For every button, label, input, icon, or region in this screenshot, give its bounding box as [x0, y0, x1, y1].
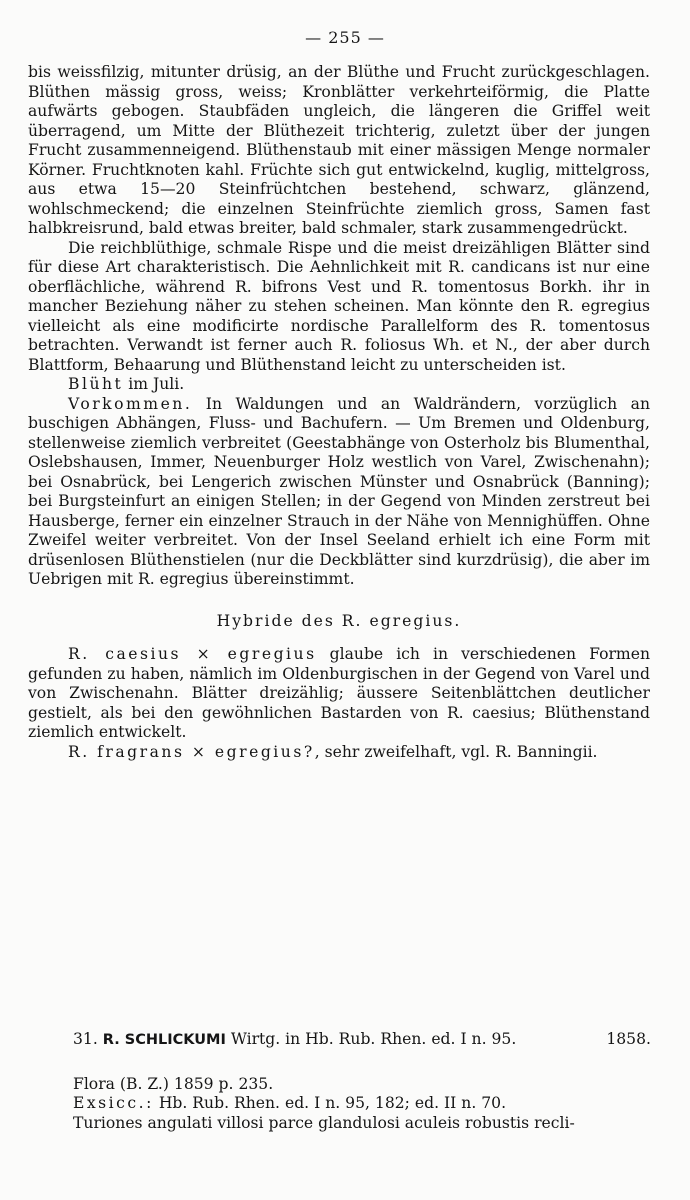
flora-reference: Flora (B. Z.) 1859 p. 235.	[73, 1074, 274, 1093]
species-citation: Wirtg. in Hb. Rub. Rhen. ed. I n. 95.	[230, 1030, 517, 1048]
occurrence-label: Vorkommen.	[68, 394, 193, 413]
hybrid-caesius-paragraph	[28, 645, 650, 743]
species-entry	[73, 1030, 651, 1133]
hybrids-heading: Hybride des R. egregius.	[216, 611, 462, 630]
flowering-paragraph	[28, 375, 650, 395]
species-number: 31.	[73, 1030, 98, 1048]
flowering-text: im Juli.	[123, 375, 185, 393]
exsiccata-line	[73, 1094, 651, 1114]
species-entry-heading	[73, 1030, 651, 1051]
species-entry-details	[73, 1075, 651, 1134]
species-name: R. SCHLICKUMI	[102, 1032, 226, 1048]
hybrid-fragrans-paragraph	[28, 743, 650, 763]
flowering-label: Blüht	[68, 375, 124, 393]
turiones-line: Turiones angulati villosi parce glandulosi aculeis robustis recli-	[73, 1113, 575, 1132]
hybrid-fragrans-label: R. fragrans × egregius?	[68, 742, 315, 761]
hybrid-caesius-text: glaube ich in verschiedenen Formen gefunden zu haben, nämlich im Oldenburgischen in der Gegend von Varel und von Zwischenahn. Blätter dreizählig; äussere Seitenblättchen deutlicher gestielt, als bei den gewöhnlichen Bastarden von R. caesius; Blüthenstand ziemlich entwickelt.	[28, 645, 650, 741]
exsiccata-text: Hb. Rub. Rhen. ed. I n. 95, 182; ed. II n. 70.	[153, 1094, 507, 1112]
description-paragraph: bis weissfilzig, mitunter drüsig, an der Blüthe und Frucht zurückgeschlagen. Blüthen mässig gross, weiss; Kronblätter verkehrteiförmig, die Platte aufwärts gebogen. Staubfäden ungleich, die längeren die Griffel weit überragend, um Mitte der Blüthezeit trichterig, zuletzt über der jungen Frucht zusammenneigend. Blüthenstaub mit einer mässigen Menge normaler Körner. Fruchtknoten kahl. Früchte sich gut entwickelnd, kuglig, mittelgross, aus etwa 15—20 Steinfrüchtchen bestehend, schwarz, glänzend, wohlschmeckend; die einzelnen Steinfrüchte ziemlich gross, Samen fast halbkreisrund, bald etwas breiter, bald schmaler, stark zusammengedrückt.	[28, 63, 650, 237]
discussion-paragraph: Die reichblüthige, schmale Rispe und die meist dreizähligen Blätter sind für diese Art charakteristisch. Die Aehnlichkeit mit R. candicans ist nur eine oberflächliche, während R. bifrons Vest und R. tomentosus Borkh. ihr in mancher Beziehung näher zu stehen scheinen. Man könnte den R. egregius vielleicht als eine modificirte nordische Parallelform des R. tomentosus betrachten. Verwandt ist ferner auch R. foliosus Wh. et N., der aber durch Blattform, Behaarung und Blüthenstand leicht zu unterscheiden ist.	[28, 238, 650, 374]
hybrid-caesius-label: R. caesius × egregius	[68, 645, 317, 663]
occurrence-paragraph	[28, 395, 650, 590]
species-number-and-name	[73, 1030, 516, 1051]
page-number: — 255 —	[305, 28, 385, 47]
hybrid-fragrans-text: , sehr zweifelhaft, vgl. R. Banningii.	[314, 742, 598, 761]
exsiccata-label: Exsicc.:	[73, 1094, 154, 1112]
body-text	[28, 63, 650, 762]
species-year: 1858.	[606, 1030, 651, 1048]
occurrence-text: In Waldungen und an Waldrändern, vorzüglich an buschigen Abhängen, Fluss- und Bachufern. — Um Bremen und Oldenburg, stellenweise ziemlich verbreitet (Geestabhänge von Osterholz bis Blumenthal, Oslebshausen, Immer, Neuenburger Holz westlich von Varel, Zwischenahn); bei Osnabrück, bei Lengerich zwischen Münster und Osnabrück (Banning); bei Burgsteinfurt an einigen Stellen; in der Gegend von Minden zerstreut bei Hausberge, ferner ein einzelner Strauch in der Nähe von Mennighüffen. Ohne Zweifel weiter verbreitet. Von der Insel Seeland erhielt ich eine Form mit drüsenlosen Blüthenstielen (nur die Deckblätter sind kurzdrüsig), die aber im Uebrigen mit R. egregius übereinstimmt.	[28, 394, 650, 588]
